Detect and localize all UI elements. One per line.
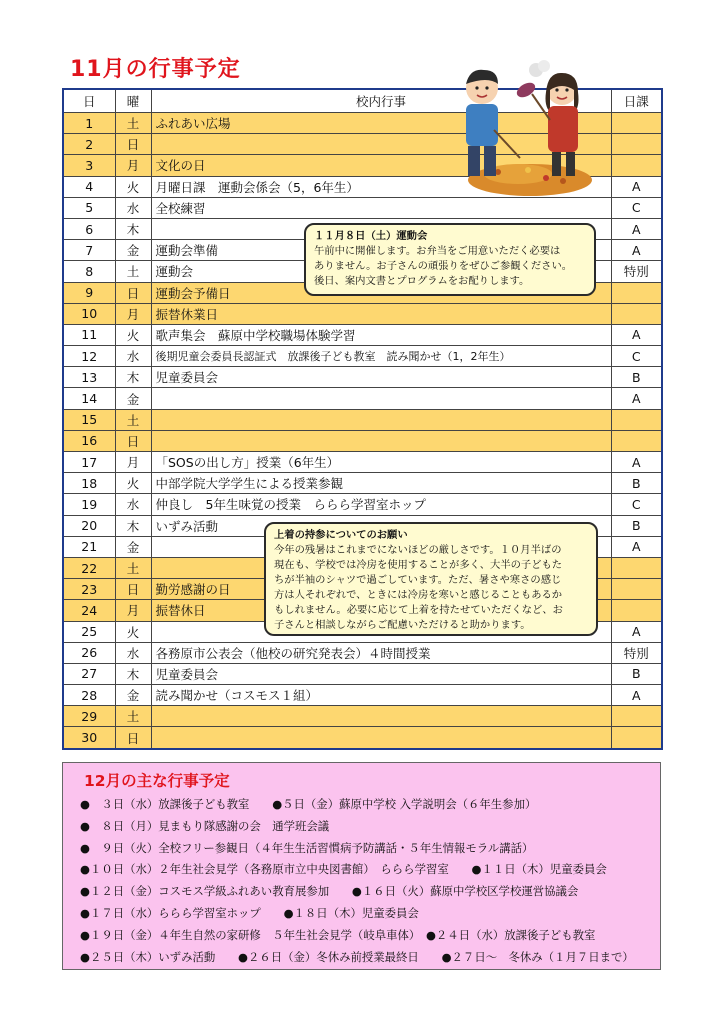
table-row <box>63 367 662 388</box>
sports-day-notice <box>304 223 596 296</box>
event-cell: 中部学院大学学生による授業参観 <box>151 473 611 494</box>
day-cell: 25 <box>63 621 115 642</box>
weekday-cell: 金 <box>115 388 151 409</box>
day-cell: 26 <box>63 642 115 663</box>
list-item: ●１７日（水）ららら学習室ホップ ●１８日（木）児童委員会 <box>80 905 419 920</box>
day-cell: 10 <box>63 303 115 324</box>
header-day: 日 <box>63 89 115 113</box>
notice-line: 子さんと相談しながらご配慮いただけると助かります。 <box>274 619 531 631</box>
schedule-cell: A <box>611 324 662 345</box>
event-cell <box>151 409 611 430</box>
event-cell: 児童委員会 <box>151 367 611 388</box>
schedule-cell <box>611 600 662 621</box>
event-cell: 月曜日課 運動会係会（5，6年生） <box>151 176 611 197</box>
day-cell: 14 <box>63 388 115 409</box>
weekday-cell: 木 <box>115 218 151 239</box>
weekday-cell: 月 <box>115 303 151 324</box>
schedule-cell <box>611 303 662 324</box>
weekday-cell: 日 <box>115 282 151 303</box>
table-row <box>63 346 662 367</box>
list-item: ●１０日（水）２年生社会見学（各務原市立中央図書館） ららら学習室 ●１１日（木）児童委員会 <box>80 862 607 877</box>
weekday-cell: 木 <box>115 663 151 684</box>
weekday-cell: 火 <box>115 324 151 345</box>
table-row <box>63 473 662 494</box>
december-schedule-box <box>62 762 661 970</box>
event-cell: 各務原市公表会（他校の研究発表会）４時間授業 <box>151 642 611 663</box>
schedule-cell: A <box>611 685 662 706</box>
weekday-cell: 金 <box>115 240 151 261</box>
weekday-cell: 火 <box>115 176 151 197</box>
event-cell: 仲良し 5年生味覚の授業 ららら学習室ホップ <box>151 494 611 515</box>
header-weekday: 曜 <box>115 89 151 113</box>
weekday-cell: 水 <box>115 346 151 367</box>
day-cell: 3 <box>63 155 115 176</box>
schedule-cell <box>611 557 662 578</box>
schedule-cell: A <box>611 176 662 197</box>
weekday-cell: 日 <box>115 727 151 749</box>
day-cell: 23 <box>63 579 115 600</box>
day-cell: 2 <box>63 134 115 155</box>
header-event: 校内行事 <box>151 89 611 113</box>
schedule-cell: A <box>611 452 662 473</box>
schedule-cell <box>611 409 662 430</box>
list-item: ●１９日（金）４年生自然の家研修 ５年生社会見学（岐阜車体） ●２４日（水）放課後子ども教室 <box>80 927 596 942</box>
table-row <box>63 494 662 515</box>
day-cell: 18 <box>63 473 115 494</box>
day-cell: 9 <box>63 282 115 303</box>
event-cell: 運動会予備日 <box>151 282 611 303</box>
event-cell: 振替休日 <box>151 600 611 621</box>
day-cell: 11 <box>63 324 115 345</box>
jacket-request-notice-title: 上着の持参についてのお願い <box>274 529 408 541</box>
sports-day-notice-title: １１月８日（土）運動会 <box>314 230 428 242</box>
table-row <box>63 388 662 409</box>
schedule-cell: 特別 <box>611 261 662 282</box>
weekday-cell: 日 <box>115 579 151 600</box>
event-cell: いずみ活動 <box>151 515 611 536</box>
weekday-cell: 金 <box>115 536 151 557</box>
notice-line: 方は人それぞれで、ときには冷房を寒いと感じることもあるか <box>274 589 563 601</box>
weekday-cell: 月 <box>115 600 151 621</box>
day-cell: 5 <box>63 197 115 218</box>
notice-line: 現在も、学校では冷房を使用することが多く、大半の子どもた <box>274 559 563 571</box>
event-cell: 後期児童会委員長認証式 放課後子ども教室 読み聞かせ（1，2年生） <box>151 346 611 367</box>
day-cell: 27 <box>63 663 115 684</box>
day-cell: 24 <box>63 600 115 621</box>
weekday-cell: 日 <box>115 134 151 155</box>
schedule-cell: 特別 <box>611 642 662 663</box>
weekday-cell: 土 <box>115 706 151 727</box>
weekday-cell: 月 <box>115 155 151 176</box>
day-cell: 22 <box>63 557 115 578</box>
event-cell <box>151 727 611 749</box>
header-schedule: 日課 <box>611 89 662 113</box>
schedule-cell: A <box>611 218 662 239</box>
weekday-cell: 水 <box>115 197 151 218</box>
event-cell: 振替休業日 <box>151 303 611 324</box>
list-item: ● ８日（月）見まもり隊感謝の会 通学班会議 <box>80 818 330 833</box>
notice-line: ありません。お子さんの頑張りをぜひご参観ください。 <box>314 260 573 272</box>
schedule-cell <box>611 134 662 155</box>
jacket-request-notice <box>264 522 598 636</box>
day-cell: 28 <box>63 685 115 706</box>
schedule-cell <box>611 430 662 451</box>
event-cell: 「SOSの出し方」授業（6年生） <box>151 452 611 473</box>
weekday-cell: 火 <box>115 621 151 642</box>
table-row <box>63 706 662 727</box>
schedule-cell <box>611 155 662 176</box>
schedule-cell: A <box>611 536 662 557</box>
day-cell: 8 <box>63 261 115 282</box>
weekday-cell: 木 <box>115 367 151 388</box>
day-cell: 1 <box>63 113 115 134</box>
notice-line: 午前中に開催します。お弁当をご用意いただく必要は <box>314 245 561 257</box>
day-cell: 29 <box>63 706 115 727</box>
day-cell: 4 <box>63 176 115 197</box>
notice-line: 今年の残暑はこれまでにないほどの厳しさです。１０月半ばの <box>274 544 562 556</box>
table-row <box>63 452 662 473</box>
notice-line: もしれません。必要に応じて上着を持たせていただくなど、お <box>274 604 563 616</box>
schedule-cell <box>611 282 662 303</box>
weekday-cell: 日 <box>115 430 151 451</box>
table-row <box>63 727 662 749</box>
schedule-cell <box>611 727 662 749</box>
event-cell <box>151 706 611 727</box>
event-cell: 文化の日 <box>151 155 611 176</box>
december-schedule-title: 12月の主な行事予定 <box>84 772 230 790</box>
notice-line: 後日、案内文書とプログラムをお配りします。 <box>314 275 530 287</box>
event-cell: 歌声集会 蘇原中学校職場体験学習 <box>151 324 611 345</box>
schedule-cell: A <box>611 240 662 261</box>
table-row <box>63 324 662 345</box>
weekday-cell: 土 <box>115 261 151 282</box>
schedule-cell <box>611 706 662 727</box>
event-cell: 運動会 <box>151 261 611 282</box>
day-cell: 30 <box>63 727 115 749</box>
day-cell: 7 <box>63 240 115 261</box>
table-row <box>63 663 662 684</box>
event-cell: 読み聞かせ（コスモス１組） <box>151 685 611 706</box>
weekday-cell: 土 <box>115 409 151 430</box>
schedule-cell <box>611 579 662 600</box>
weekday-cell: 火 <box>115 473 151 494</box>
calendar-body <box>63 113 662 749</box>
december-event-list <box>80 794 634 968</box>
notice-line: ちが半袖のシャツで過ごしています。ただ、暑さや寒さの感じ <box>274 574 562 586</box>
event-cell: 児童委員会 <box>151 663 611 684</box>
weekday-cell: 月 <box>115 452 151 473</box>
day-cell: 15 <box>63 409 115 430</box>
table-row <box>63 409 662 430</box>
schedule-cell <box>611 113 662 134</box>
event-cell: 全校練習 <box>151 197 611 218</box>
list-item: ● ９日（火）全校フリー参観日（４年生生活習慣病予防講話・５年生情報モラル講話） <box>80 840 534 855</box>
schedule-cell: C <box>611 494 662 515</box>
weekday-cell: 木 <box>115 515 151 536</box>
day-cell: 17 <box>63 452 115 473</box>
weekday-cell: 土 <box>115 113 151 134</box>
day-cell: 13 <box>63 367 115 388</box>
event-cell <box>151 388 611 409</box>
schedule-cell: B <box>611 367 662 388</box>
event-cell: ふれあい広場 <box>151 113 611 134</box>
event-cell <box>151 430 611 451</box>
schedule-cell: C <box>611 197 662 218</box>
event-cell: 運動会準備 <box>151 240 611 261</box>
schedule-cell: B <box>611 663 662 684</box>
table-row <box>63 430 662 451</box>
day-cell: 6 <box>63 218 115 239</box>
day-cell: 21 <box>63 536 115 557</box>
weekday-cell: 金 <box>115 685 151 706</box>
day-cell: 19 <box>63 494 115 515</box>
schedule-cell: A <box>611 621 662 642</box>
schedule-cell: B <box>611 473 662 494</box>
weekday-cell: 土 <box>115 557 151 578</box>
day-cell: 16 <box>63 430 115 451</box>
schedule-cell: C <box>611 346 662 367</box>
list-item: ●２５日（木）いずみ活動 ●２６日（金）冬休み前授業最終日 ●２７日～ 冬休み（１月７日まで） <box>80 949 634 964</box>
children-autumn-leaves-illustration <box>458 60 598 196</box>
list-item: ●１２日（金）コスモス学級ふれあい教育展参加 ●１６日（火）蘇原中学校区学校運営協議会 <box>80 884 579 899</box>
table-row <box>63 197 662 218</box>
schedule-cell: B <box>611 515 662 536</box>
table-row <box>63 303 662 324</box>
day-cell: 12 <box>63 346 115 367</box>
day-cell: 20 <box>63 515 115 536</box>
weekday-cell: 水 <box>115 494 151 515</box>
table-row <box>63 685 662 706</box>
list-item: ● ３日（水）放課後子ども教室 ●５日（金）蘇原中学校 入学説明会（６年生参加） <box>80 797 537 811</box>
event-cell: 勤労感謝の日 <box>151 579 611 600</box>
weekday-cell: 水 <box>115 642 151 663</box>
schedule-cell: A <box>611 388 662 409</box>
table-row <box>63 642 662 663</box>
page-title: 11月の行事予定 <box>70 57 241 82</box>
